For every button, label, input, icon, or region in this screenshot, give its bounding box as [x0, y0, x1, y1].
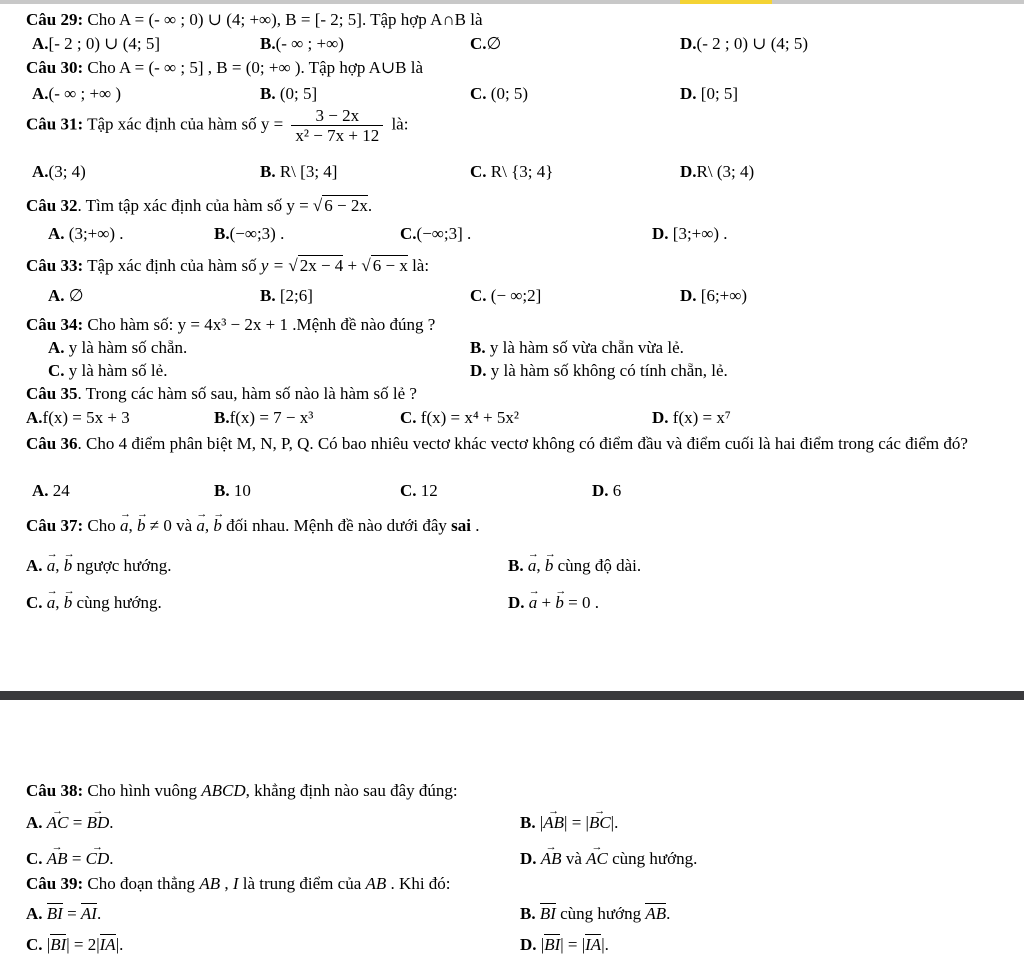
option-c[interactable]: C. |BI| = 2|IA|.	[26, 935, 124, 954]
option-d[interactable]: D.R\ (3; 4)	[680, 162, 755, 181]
option-b[interactable]: B. → a, → b cùng độ dài.	[508, 556, 641, 576]
option-a[interactable]: A. BI = AI.	[26, 904, 102, 923]
vector-a: → a	[196, 516, 205, 536]
question-number: Câu 35	[26, 384, 78, 403]
option-a[interactable]: A. y là hàm số chẵn.	[48, 338, 188, 357]
highlight-mark	[680, 0, 772, 4]
option-a[interactable]: A. ∅	[48, 286, 84, 305]
option-c[interactable]: C. f(x) = x⁴ + 5x²	[400, 408, 519, 427]
option-a[interactable]: A.[- 2 ; 0) ∪ (4; 5]	[32, 34, 161, 53]
question-33: Câu 33: Tập xác định của hàm số y = √ 2x − 4 + √ 6 − x là:	[26, 256, 430, 275]
option-d[interactable]: D. y là hàm số không có tính chẵn, lẻ.	[470, 361, 728, 380]
option-a[interactable]: A. → AC = → BD.	[26, 813, 114, 833]
vector-b: → b	[213, 516, 222, 536]
question-35	[26, 384, 417, 404]
option-c[interactable]: C.∅	[470, 34, 502, 53]
question-37: Câu 37: Cho → a, → b ≠ 0 và → a, → b đối nhau. Mệnh đề nào dưới đây sai .	[26, 516, 479, 536]
question-number: Câu 34:	[26, 315, 84, 334]
option-c[interactable]: C. → a, → b cùng hướng.	[26, 593, 162, 613]
vector-b: → b	[137, 516, 146, 536]
option-d[interactable]: D. [6;+∞)	[680, 286, 748, 305]
option-c[interactable]: C. 12	[400, 481, 438, 500]
option-a[interactable]: A. 24	[32, 481, 70, 500]
option-d[interactable]: D. → AB và → AC cùng hướng.	[520, 849, 697, 869]
option-c[interactable]: C. R\ {3; 4}	[470, 162, 554, 181]
option-b[interactable]: B.(−∞;3) .	[214, 224, 285, 243]
option-b[interactable]: B. (0; 5]	[260, 84, 318, 103]
question-stem: Cho A = (- ∞ ; 5] , B = (0; +∞ ). Tập hợp A∪B là	[87, 58, 424, 77]
question-number: Câu 36	[26, 434, 78, 453]
option-b[interactable]: B. y là hàm số vừa chẵn vừa lẻ.	[470, 338, 684, 357]
question-number: Câu 38:	[26, 781, 84, 800]
square-root: 2x − 4	[299, 256, 344, 275]
option-d[interactable]: D. f(x) = x⁷	[652, 408, 731, 427]
option-d[interactable]: D. |BI| = |IA|.	[520, 935, 609, 954]
option-b[interactable]: B. [2;6]	[260, 286, 313, 305]
option-b[interactable]: B. R\ [3; 4]	[260, 162, 338, 181]
option-b[interactable]: B. 10	[214, 481, 251, 500]
question-32: Câu 32. Tìm tập xác định của hàm số y = √ 6 − 2x.	[26, 196, 373, 215]
option-d[interactable]: D. → a + → b = 0 .	[508, 593, 599, 613]
question-31: Câu 31: Tập xác định của hàm số y = $\frac{3 - 2x}{\text{x² − 7x + 12}}$ là:	[26, 106, 409, 145]
fraction-numerator: 3 − 2x	[291, 106, 383, 126]
option-c[interactable]: C.(−∞;3] .	[400, 224, 472, 243]
option-c[interactable]: C. (− ∞;2]	[470, 286, 542, 305]
vector-a: → a	[120, 516, 129, 536]
question-stem: . Trong các hàm số sau, hàm số nào là hàm số lẻ ?	[77, 384, 417, 403]
question-39: Câu 39: Cho đoạn thẳng AB , I là trung điểm của AB . Khi đó:	[26, 874, 451, 893]
option-d[interactable]: D. [0; 5]	[680, 84, 739, 103]
option-a[interactable]: A. → a, → b ngược hướng.	[26, 556, 171, 576]
question-34	[26, 315, 435, 335]
question-38: Câu 38: Cho hình vuông ABCD, khẳng định nào sau đây đúng:	[26, 781, 458, 800]
question-29	[26, 10, 483, 30]
option-a[interactable]: A.(- ∞ ; +∞ )	[32, 84, 122, 103]
fraction	[291, 106, 383, 145]
question-number: Câu 39:	[26, 874, 84, 893]
option-b[interactable]: B. BI cùng hướng AB.	[520, 904, 671, 923]
option-c[interactable]: C. (0; 5)	[470, 84, 529, 103]
section-divider	[0, 691, 1024, 700]
question-number: Câu 31:	[26, 114, 84, 134]
question-number: Câu 29:	[26, 10, 84, 29]
question-number: Câu 37:	[26, 516, 84, 535]
question-stem: Cho hàm số: y = 4x³ − 2x + 1 .Mệnh đề nào đúng ?	[87, 315, 436, 334]
square-root: 6 − x	[372, 256, 408, 275]
option-c[interactable]: C. y là hàm số lẻ.	[48, 361, 168, 380]
question-number: Câu 32	[26, 196, 78, 215]
fraction-denominator: x² − 7x + 12	[295, 126, 380, 145]
square-root: 6 − 2x	[324, 196, 368, 215]
top-edge-strip	[0, 0, 1024, 4]
option-a[interactable]: A.(3; 4)	[32, 162, 86, 181]
option-a[interactable]: A. (3;+∞) .	[48, 224, 124, 243]
question-30	[26, 58, 423, 78]
option-b[interactable]: B.f(x) = 7 − x³	[214, 408, 314, 427]
option-d[interactable]: D. [3;+∞) .	[652, 224, 728, 243]
question-stem: . Cho 4 điểm phân biệt M, N, P, Q. Có bao nhiêu vectơ khác vectơ không có điểm đầu và điểm cuối là hai điểm trong các điểm đó?	[77, 434, 968, 453]
option-b[interactable]: B. |→ AB| = |→ BC|.	[520, 813, 618, 833]
option-c[interactable]: C. → AB = → CD.	[26, 849, 114, 869]
option-a[interactable]: A.f(x) = 5x + 3	[26, 408, 130, 427]
option-d[interactable]: D.(- 2 ; 0) ∪ (4; 5)	[680, 34, 809, 53]
option-d[interactable]: D. 6	[592, 481, 622, 500]
question-number: Câu 30:	[26, 58, 84, 77]
question-number: Câu 33:	[26, 256, 84, 275]
question-36	[26, 434, 1001, 454]
question-stem: Cho A = (- ∞ ; 0) ∪ (4; +∞), B = [- 2; 5]. Tập hợp A∩B là	[87, 10, 483, 29]
option-b[interactable]: B.(- ∞ ; +∞)	[260, 34, 344, 53]
